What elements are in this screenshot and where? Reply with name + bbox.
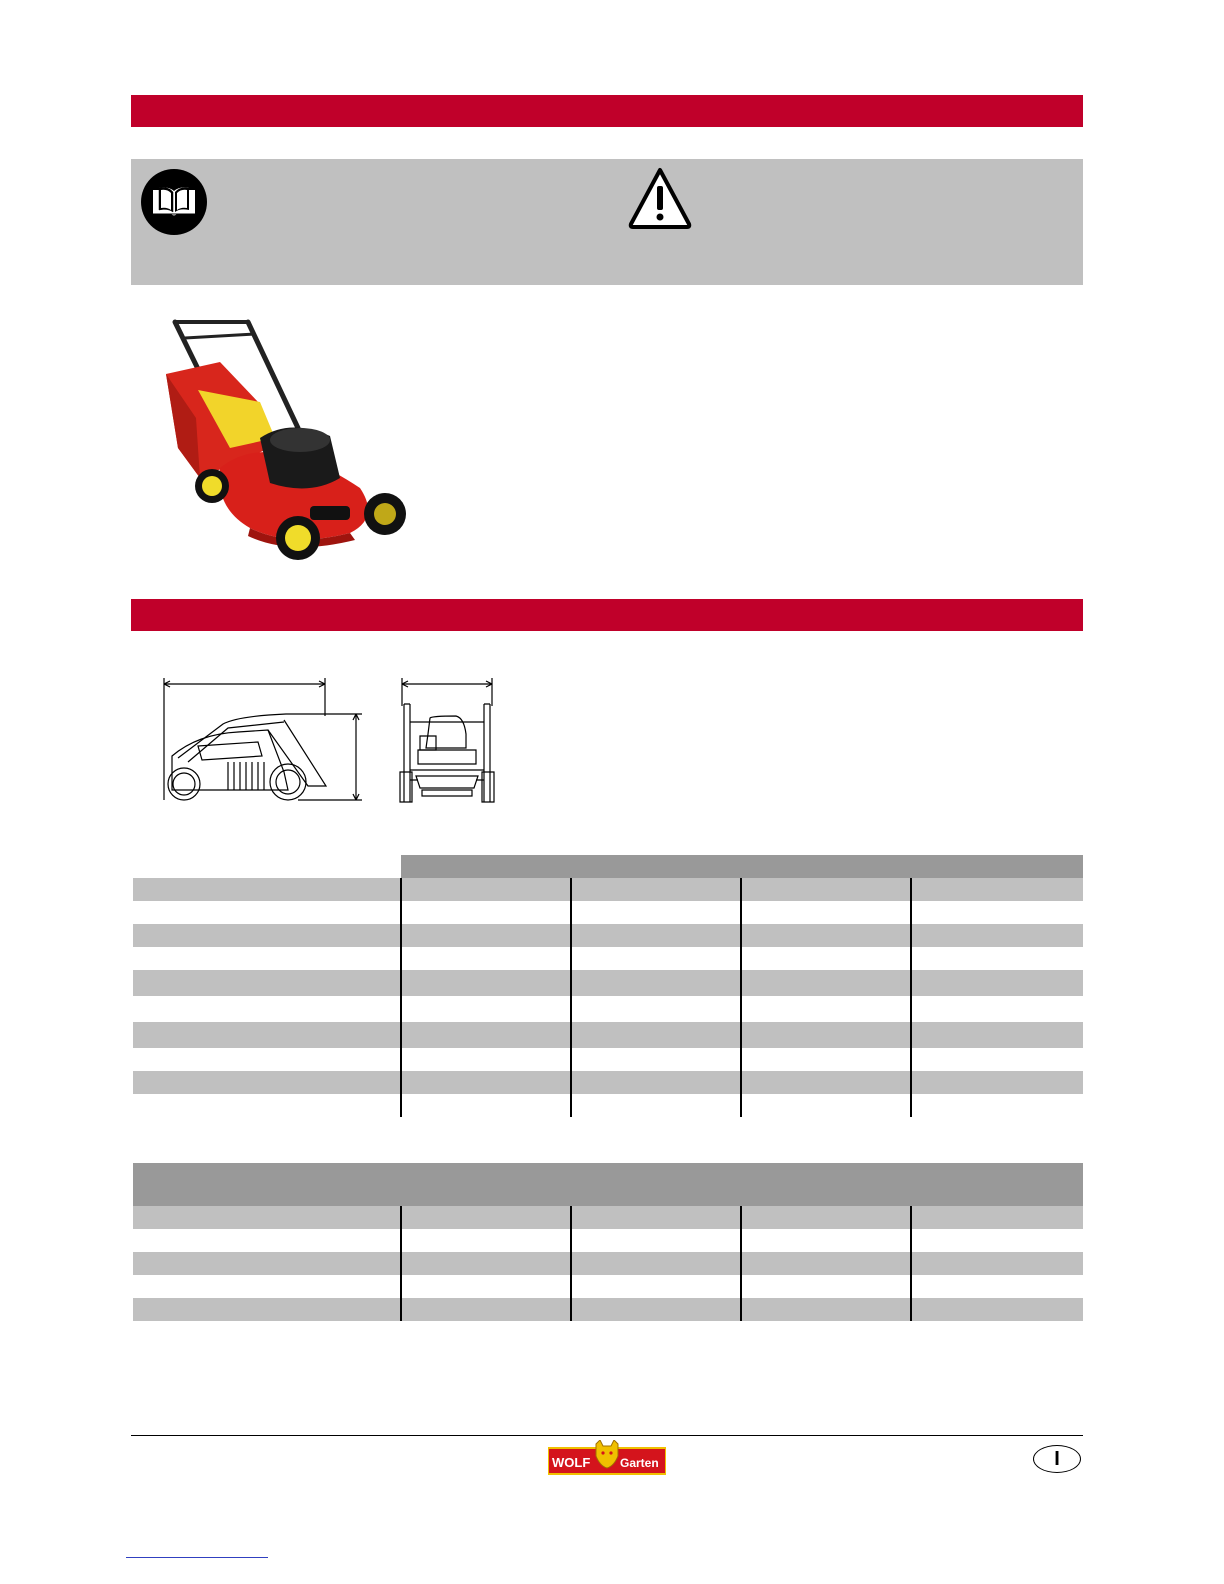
section-header-bar-technical — [131, 599, 1083, 631]
table-row — [133, 947, 1083, 970]
mower-front-dimension-diagram — [396, 676, 498, 806]
table-row — [133, 1206, 1083, 1229]
table-row — [133, 924, 1083, 947]
footer-rule — [131, 1435, 1083, 1436]
column-divider — [400, 1206, 402, 1321]
section-header-bar-top — [131, 95, 1083, 127]
language-page-badge — [1033, 1445, 1081, 1473]
table-row — [133, 1022, 1083, 1048]
table-row — [133, 996, 1083, 1022]
logo-text-left: WOLF — [552, 1455, 591, 1470]
column-divider — [570, 1206, 572, 1321]
warning-triangle-icon — [627, 166, 693, 230]
lawn-mower-photo — [160, 318, 410, 566]
column-divider — [910, 1206, 912, 1321]
table-row — [133, 1094, 1083, 1117]
technical-data-table-1 — [133, 855, 1083, 1117]
table-row — [133, 970, 1083, 996]
column-divider — [570, 878, 572, 1117]
table-1-header-bar — [401, 855, 1083, 878]
table-row — [133, 1275, 1083, 1298]
book-icon — [140, 168, 208, 236]
table-row — [133, 1252, 1083, 1275]
table-row — [133, 1229, 1083, 1252]
table-2-header-bar — [133, 1163, 1083, 1206]
mower-side-dimension-diagram — [158, 676, 364, 806]
table-row — [133, 1048, 1083, 1071]
technical-data-table-2 — [133, 1163, 1083, 1320]
safety-notice-box — [131, 159, 1083, 285]
table-row — [133, 878, 1083, 901]
column-divider — [910, 878, 912, 1117]
column-divider — [740, 878, 742, 1117]
wolf-garten-logo — [548, 1440, 666, 1476]
table-row — [133, 901, 1083, 924]
page-label: I — [1054, 1448, 1060, 1470]
link-underline[interactable] — [126, 1557, 268, 1558]
logo-text-right: Garten — [620, 1456, 659, 1470]
column-divider — [400, 878, 402, 1117]
table-row — [133, 1298, 1083, 1321]
table-row — [133, 1071, 1083, 1094]
column-divider — [740, 1206, 742, 1321]
